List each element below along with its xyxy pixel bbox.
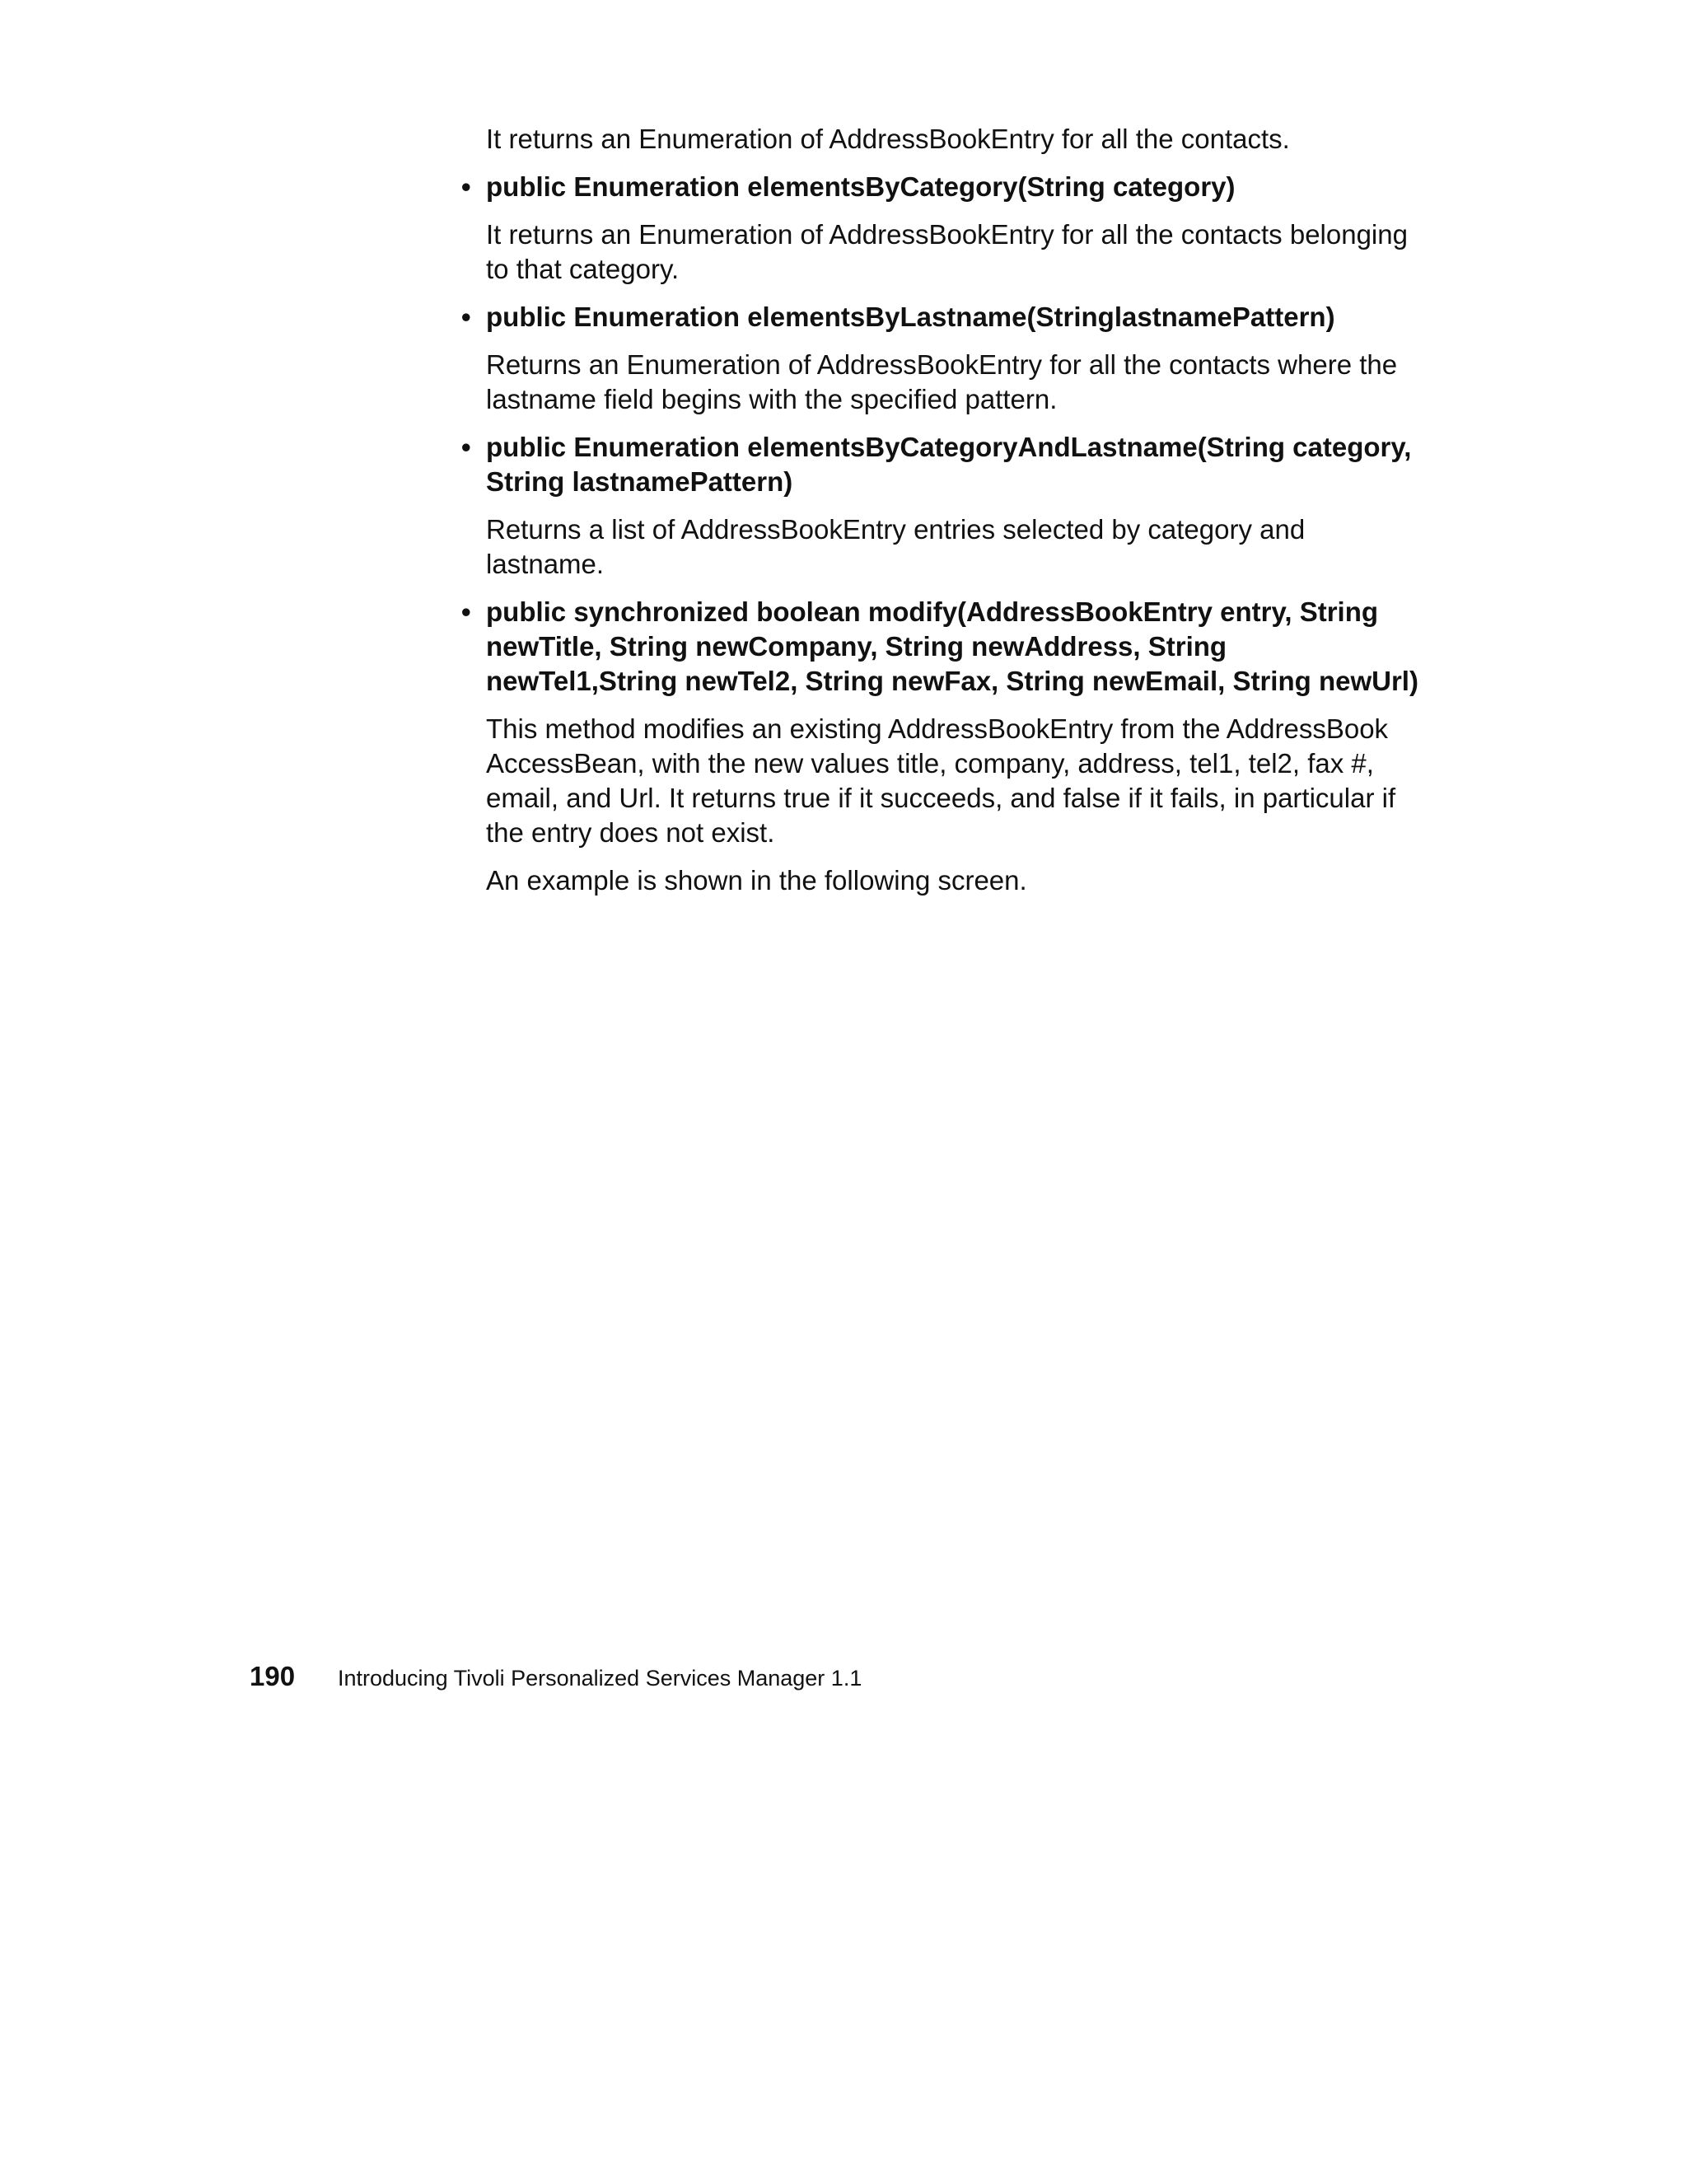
paragraph: Returns a list of AddressBookEntry entries selected by category and lastname. bbox=[486, 514, 1306, 579]
method-signature: public synchronized boolean modify(AddressBookEntry entry, String newTitle, String newCompany, String newAddress, String newTel1,String newTel2, String newFax, String newEmail, String newUrl) bbox=[486, 596, 1418, 696]
bullet-icon: • bbox=[461, 432, 471, 462]
paragraph: An example is shown in the following screen. bbox=[486, 865, 1027, 896]
method-signature-bullet bbox=[461, 170, 1425, 204]
method-signature: public Enumeration elementsByCategory(String category) bbox=[486, 171, 1236, 202]
bullet-icon: • bbox=[461, 171, 471, 202]
bullet-icon: • bbox=[461, 302, 471, 332]
page-number: 190 bbox=[250, 1661, 296, 1691]
method-signature-bullet bbox=[461, 300, 1425, 334]
paragraph: It returns an Enumeration of AddressBookEntry for all the contacts. bbox=[486, 124, 1290, 154]
page-footer bbox=[250, 1660, 1238, 1693]
method-signature: public Enumeration elementsByLastname(StringlastnamePattern) bbox=[486, 302, 1335, 332]
method-signature-bullet bbox=[461, 595, 1425, 699]
paragraph: Returns an Enumeration of AddressBookEntry for all the contacts where the lastname field begins with the specified pattern. bbox=[486, 349, 1398, 414]
bullet-icon: • bbox=[461, 596, 471, 627]
book-title: Introducing Tivoli Personalized Services Manager 1.1 bbox=[338, 1666, 862, 1691]
method-signature: public Enumeration elementsByCategoryAndLastname(String category, String lastnamePattern) bbox=[486, 432, 1412, 497]
page-body bbox=[461, 122, 1425, 911]
paragraph: This method modifies an existing AddressBookEntry from the AddressBook AccessBean, with the new values title, company, address, tel1, tel2, fax #, email, and Url. It returns true if it succeeds, and false if it fails, in particular if the entry does not exist. bbox=[486, 713, 1396, 848]
method-signature-bullet bbox=[461, 430, 1425, 499]
paragraph: It returns an Enumeration of AddressBookEntry for all the contacts belonging to that category. bbox=[486, 219, 1408, 284]
